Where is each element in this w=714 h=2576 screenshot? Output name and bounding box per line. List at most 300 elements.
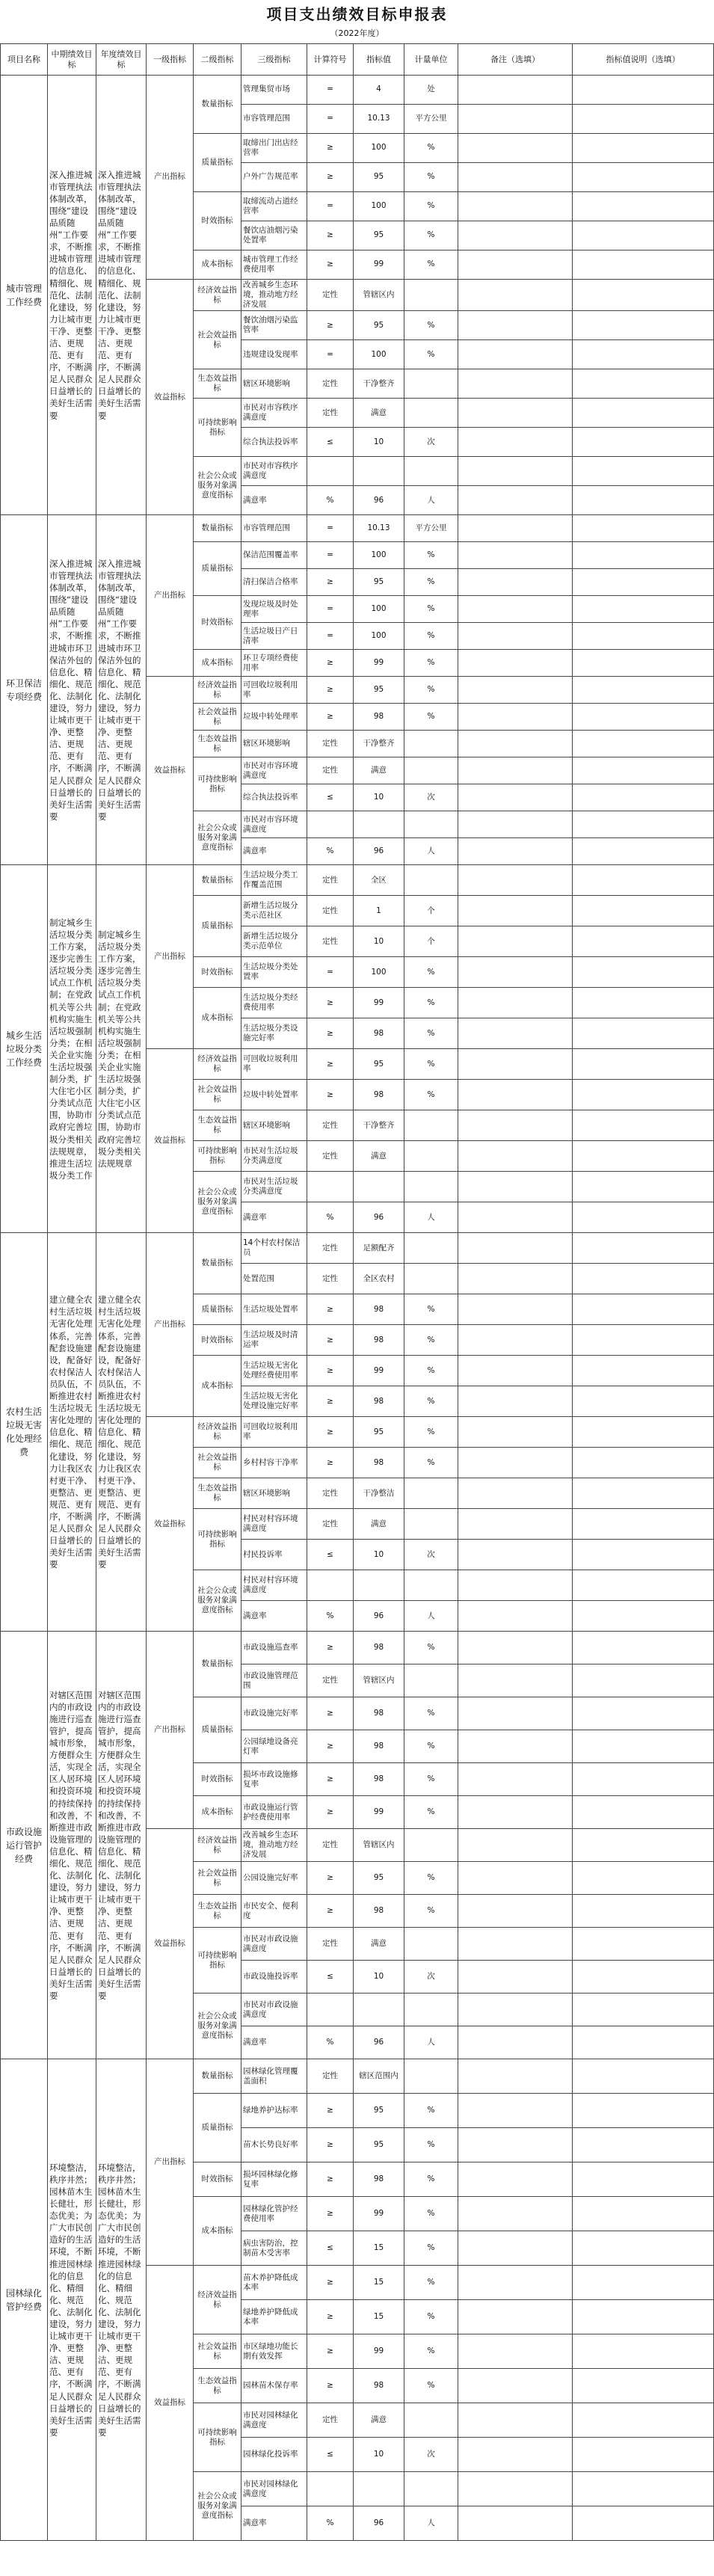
level2-indicator-cell: 社会公众或服务对象满意度指标 [194, 2472, 241, 2541]
level2-indicator-cell: 经济效益指标 [194, 1417, 241, 1448]
level2-indicator-cell: 生态效益指标 [194, 1895, 241, 1928]
remark-cell [458, 1730, 573, 1763]
level3-indicator-cell: 市容管理范围 [241, 515, 307, 542]
level3-indicator-cell: 苗木养护降低成本率 [241, 2266, 307, 2300]
remark-cell [458, 1356, 573, 1386]
operator-cell: 定性 [307, 1478, 354, 1509]
header-mid-goal: 中期绩效目标 [48, 44, 96, 76]
remark-cell [458, 1172, 573, 1202]
operator-cell: 定性 [307, 1110, 354, 1141]
target-value-cell: 100 [354, 957, 404, 988]
operator-cell: ≥ [307, 1294, 354, 1325]
value-note-cell [573, 1697, 714, 1730]
value-note-cell [573, 1294, 714, 1325]
target-value-cell: 98 [354, 704, 404, 731]
remark-cell [458, 731, 573, 757]
level3-indicator-cell: 市民对生活垃圾分类满意度 [241, 1172, 307, 1202]
level1-indicator-cell: 效益指标 [147, 677, 194, 865]
level3-indicator-cell: 取缔流动占道经营率 [241, 192, 307, 221]
value-note-cell [573, 757, 714, 784]
value-note-cell [573, 2128, 714, 2162]
value-note-cell [573, 76, 714, 105]
target-value-cell: 99 [354, 2197, 404, 2231]
level2-indicator-cell: 可持续影响指标 [194, 757, 241, 811]
value-note-cell [573, 1961, 714, 1994]
target-value-cell: 管辖区内 [354, 1829, 404, 1862]
operator-cell: ≤ [307, 428, 354, 457]
target-value-cell [354, 1570, 404, 1601]
operator-cell: ≤ [307, 2231, 354, 2266]
remark-cell [458, 1141, 573, 1172]
remark-cell [458, 163, 573, 192]
value-note-cell [573, 569, 714, 596]
operator-cell [307, 1570, 354, 1601]
unit-cell: % [404, 311, 458, 340]
unit-cell: % [404, 1763, 458, 1796]
remark-cell [458, 838, 573, 865]
operator-cell: ≥ [307, 2197, 354, 2231]
level2-indicator-cell: 数量指标 [194, 865, 241, 896]
level3-indicator-cell: 园林绿化管理覆盖面积 [241, 2059, 307, 2094]
unit-cell: 次 [404, 428, 458, 457]
target-value-cell: 10 [354, 926, 404, 957]
unit-cell [404, 2403, 458, 2438]
target-value-cell: 10 [354, 1961, 404, 1994]
level3-indicator-cell: 市民对生活垃圾分类满意度 [241, 1141, 307, 1172]
operator-cell: ≤ [307, 784, 354, 811]
target-value-cell: 96 [354, 838, 404, 865]
operator-cell: 定性 [307, 865, 354, 896]
level2-indicator-cell: 数量指标 [194, 2059, 241, 2094]
level3-indicator-cell: 可回收垃圾利用率 [241, 677, 307, 704]
target-value-cell: 10 [354, 428, 404, 457]
level2-indicator-cell: 数量指标 [194, 1632, 241, 1697]
annual-goal-cell: 对辖区范围内的市政设施进行巡查管护，提高城市形象，方便群众生活，实现全区人居环境和投资环境的持续保持和改善，不断推进市政设施管理的信息化、精细化、规范化、法制化建设，努力让城市更干净、更整洁、更规范、更有序，不断满足人民群众日益增长的美好生活需要 [96, 1632, 147, 2059]
level3-indicator-cell: 综合执法投诉率 [241, 784, 307, 811]
target-value-cell: 10 [354, 1540, 404, 1570]
value-note-cell [573, 2266, 714, 2300]
level3-indicator-cell: 市民对园林绿化满意度 [241, 2403, 307, 2438]
target-value-cell: 98 [354, 1386, 404, 1417]
value-note-cell [573, 1202, 714, 1233]
level3-indicator-cell: 清扫保洁合格率 [241, 569, 307, 596]
unit-cell: 处 [404, 76, 458, 105]
target-value-cell: 管辖区内 [354, 280, 404, 311]
level2-indicator-cell: 时效指标 [194, 192, 241, 250]
target-value-cell: 全区农村 [354, 1264, 404, 1294]
level3-indicator-cell: 满意率 [241, 1601, 307, 1632]
unit-cell [404, 280, 458, 311]
target-value-cell: 98 [354, 2369, 404, 2403]
header-row [1, 44, 714, 76]
indicator-row [1, 76, 714, 105]
target-value-cell: 96 [354, 1202, 404, 1233]
level3-indicator-cell: 园林绿化管护经费使用率 [241, 2197, 307, 2231]
operator-cell: 定性 [307, 280, 354, 311]
level3-indicator-cell: 改善城乡生态环境，推动地方经济发展 [241, 280, 307, 311]
value-note-cell [573, 2438, 714, 2472]
indicator-row [1, 515, 714, 542]
level1-indicator-cell: 产出指标 [147, 515, 194, 677]
level2-indicator-cell: 成本指标 [194, 1356, 241, 1417]
level3-indicator-cell: 满意率 [241, 838, 307, 865]
level3-indicator-cell: 管理集贸市场 [241, 76, 307, 105]
operator-cell: ≤ [307, 1961, 354, 1994]
level3-indicator-cell: 病虫害防治，控制苗木受害率 [241, 2231, 307, 2266]
remark-cell [458, 1763, 573, 1796]
level3-indicator-cell: 辖区环境影响 [241, 369, 307, 399]
remark-cell [458, 784, 573, 811]
unit-cell: 个 [404, 926, 458, 957]
value-note-cell [573, 1325, 714, 1356]
level2-indicator-cell: 经济效益指标 [194, 677, 241, 704]
operator-cell: ≥ [307, 1448, 354, 1478]
value-note-cell [573, 2369, 714, 2403]
remark-cell [458, 957, 573, 988]
unit-cell: 平方公里 [404, 515, 458, 542]
remark-cell [458, 623, 573, 650]
target-value-cell: 100 [354, 134, 404, 163]
value-note-cell [573, 865, 714, 896]
operator-cell: ≥ [307, 311, 354, 340]
value-note-cell [573, 2026, 714, 2059]
indicator-row [1, 2059, 714, 2094]
header-remark: 备注（选填） [458, 44, 573, 76]
level3-indicator-cell: 市政设施投诉率 [241, 1961, 307, 1994]
operator-cell: ≥ [307, 1796, 354, 1829]
project-name-cell: 农村生活垃圾无害化处理经费 [1, 1233, 48, 1632]
remark-cell [458, 1664, 573, 1697]
level2-indicator-cell: 数量指标 [194, 515, 241, 542]
unit-cell: % [404, 650, 458, 677]
operator-cell: ≥ [307, 1325, 354, 1356]
target-value-cell: 10.13 [354, 515, 404, 542]
value-note-cell [573, 677, 714, 704]
remark-cell [458, 1895, 573, 1928]
unit-cell: % [404, 250, 458, 280]
level2-indicator-cell: 时效指标 [194, 1325, 241, 1356]
remark-cell [458, 1478, 573, 1509]
value-note-cell [573, 1994, 714, 2026]
level3-indicator-cell: 市容管理范围 [241, 105, 307, 134]
target-value-cell: 98 [354, 2162, 404, 2197]
operator-cell: 定性 [307, 1829, 354, 1862]
value-note-cell [573, 2094, 714, 2128]
remark-cell [458, 2334, 573, 2369]
operator-cell: 定性 [307, 399, 354, 428]
operator-cell: 定性 [307, 1141, 354, 1172]
operator-cell [307, 1172, 354, 1202]
operator-cell: % [307, 2506, 354, 2541]
level2-indicator-cell: 成本指标 [194, 250, 241, 280]
level2-indicator-cell: 社会效益指标 [194, 2334, 241, 2369]
unit-cell [404, 1570, 458, 1601]
target-value-cell: 15 [354, 2231, 404, 2266]
target-value-cell: 辖区范围内 [354, 2059, 404, 2094]
remark-cell [458, 704, 573, 731]
target-value-cell: 95 [354, 221, 404, 250]
level2-indicator-cell: 质量指标 [194, 1697, 241, 1763]
value-note-cell [573, 457, 714, 486]
operator-cell: ≥ [307, 1049, 354, 1080]
unit-cell [404, 2472, 458, 2506]
target-value-cell: 95 [354, 163, 404, 192]
target-value-cell: 99 [354, 250, 404, 280]
unit-cell: % [404, 569, 458, 596]
operator-cell: 定性 [307, 1928, 354, 1961]
remark-cell [458, 2438, 573, 2472]
remark-cell [458, 369, 573, 399]
remark-cell [458, 1294, 573, 1325]
operator-cell: ≥ [307, 221, 354, 250]
operator-cell: ≥ [307, 2334, 354, 2369]
level3-indicator-cell: 乡村村容干净率 [241, 1448, 307, 1478]
operator-cell: ≥ [307, 677, 354, 704]
level2-indicator-cell: 成本指标 [194, 650, 241, 677]
remark-cell [458, 105, 573, 134]
remark-cell [458, 2162, 573, 2197]
level2-indicator-cell: 经济效益指标 [194, 1829, 241, 1862]
operator-cell: 定性 [307, 926, 354, 957]
target-value-cell: 1 [354, 896, 404, 926]
operator-cell: ≥ [307, 1632, 354, 1664]
value-note-cell [573, 1509, 714, 1540]
level2-indicator-cell: 社会效益指标 [194, 1448, 241, 1478]
unit-cell: % [404, 988, 458, 1018]
level3-indicator-cell: 园林绿化投诉率 [241, 2438, 307, 2472]
unit-cell: 人 [404, 2026, 458, 2059]
operator-cell: 定性 [307, 1233, 354, 1264]
level2-indicator-cell: 社会效益指标 [194, 311, 241, 369]
level3-indicator-cell: 市民对市容秩序满意度 [241, 457, 307, 486]
operator-cell: ≥ [307, 2369, 354, 2403]
target-value-cell: 98 [354, 1697, 404, 1730]
value-note-cell [573, 1796, 714, 1829]
unit-cell: % [404, 596, 458, 623]
target-value-cell [354, 1172, 404, 1202]
level3-indicator-cell: 发现垃圾及时处理率 [241, 596, 307, 623]
remark-cell [458, 896, 573, 926]
value-note-cell [573, 134, 714, 163]
unit-cell: % [404, 1862, 458, 1895]
target-value-cell: 满意 [354, 1509, 404, 1540]
operator-cell: ≥ [307, 988, 354, 1018]
level3-indicator-cell: 满意率 [241, 1202, 307, 1233]
level1-indicator-cell: 产出指标 [147, 76, 194, 280]
level2-indicator-cell: 社会效益指标 [194, 1862, 241, 1895]
unit-cell: 次 [404, 1961, 458, 1994]
target-value-cell: 99 [354, 1796, 404, 1829]
annual-goal-cell: 制定城乡生活垃圾分类工作方案，逐步完善生活垃圾分类试点工作机制；在党政机关等公共机构实施生活垃圾强制分类；在相关企业实施生活垃圾强制分类，扩大住宅小区分类试点范围，协助市政府完善垃圾分类相关法规规章 [96, 865, 147, 1233]
target-value-cell: 干净整齐 [354, 369, 404, 399]
value-note-cell [573, 1895, 714, 1928]
unit-cell: % [404, 1730, 458, 1763]
unit-cell: % [404, 1448, 458, 1478]
value-note-cell [573, 2334, 714, 2369]
level3-indicator-cell: 市民对园林绿化满意度 [241, 2472, 307, 2506]
level2-indicator-cell: 可持续影响指标 [194, 1928, 241, 1994]
value-note-cell [573, 428, 714, 457]
header-annual-goal: 年度绩效目标 [96, 44, 147, 76]
level3-indicator-cell: 违规建设发现率 [241, 340, 307, 369]
value-note-cell [573, 2059, 714, 2094]
remark-cell [458, 134, 573, 163]
level2-indicator-cell: 成本指标 [194, 1796, 241, 1829]
remark-cell [458, 757, 573, 784]
level2-indicator-cell: 质量指标 [194, 896, 241, 957]
unit-cell [404, 1509, 458, 1540]
unit-cell: % [404, 1356, 458, 1386]
unit-cell [404, 811, 458, 838]
operator-cell: % [307, 838, 354, 865]
remark-cell [458, 1233, 573, 1264]
unit-cell: % [404, 192, 458, 221]
level3-indicator-cell: 保洁范围覆盖率 [241, 542, 307, 569]
level3-indicator-cell: 村民对村容环境满意度 [241, 1570, 307, 1601]
operator-cell: ≥ [307, 1730, 354, 1763]
value-note-cell [573, 340, 714, 369]
target-value-cell [354, 2472, 404, 2506]
target-value-cell: 98 [354, 1080, 404, 1110]
value-note-cell [573, 1264, 714, 1294]
unit-cell: % [404, 2300, 458, 2334]
operator-cell: ≥ [307, 1862, 354, 1895]
unit-cell [404, 1110, 458, 1141]
value-note-cell [573, 1172, 714, 1202]
level2-indicator-cell: 数量指标 [194, 76, 241, 134]
level2-indicator-cell: 社会公众或服务对象满意度指标 [194, 457, 241, 515]
remark-cell [458, 2094, 573, 2128]
project-name-cell: 城乡生活垃圾分类工作经费 [1, 865, 48, 1233]
operator-cell [307, 811, 354, 838]
value-note-cell [573, 896, 714, 926]
header-target-value: 指标值 [354, 44, 404, 76]
indicator-row [1, 1233, 714, 1264]
remark-cell [458, 340, 573, 369]
target-value-cell: 99 [354, 988, 404, 1018]
operator-cell: 定性 [307, 2403, 354, 2438]
value-note-cell [573, 1478, 714, 1509]
mid-goal-cell: 深入推进城市管理执法体制改革，围绕“建设品质随州”工作要求，不断推进城市管理的信息化、精细化、规范化、法制化建设，努力让城市更干净、更整洁、更规范、更有序，不断满足人民群众日益增长的美好生活需要 [48, 76, 96, 515]
remark-cell [458, 1961, 573, 1994]
mid-goal-cell: 制定城乡生活垃圾分类工作方案，逐步完善生活垃圾分类试点工作机制；在党政机关等公共机构实施生活垃圾强制分类；在相关企业实施生活垃圾强制分类，扩大住宅小区分类试点范围，协助市政府完善垃圾分类相关法规规章，推进生活垃圾分类工作 [48, 865, 96, 1233]
target-value-cell: 干净整齐 [354, 731, 404, 757]
target-value-cell: 10 [354, 2438, 404, 2472]
remark-cell [458, 280, 573, 311]
remark-cell [458, 1862, 573, 1895]
level3-indicator-cell: 垃圾中转处置率 [241, 1080, 307, 1110]
remark-cell [458, 515, 573, 542]
value-note-cell [573, 2231, 714, 2266]
remark-cell [458, 1994, 573, 2026]
target-value-cell: 100 [354, 596, 404, 623]
operator-cell: = [307, 192, 354, 221]
value-note-cell [573, 596, 714, 623]
target-value-cell: 96 [354, 2506, 404, 2541]
level2-indicator-cell: 可持续影响指标 [194, 1509, 241, 1570]
remark-cell [458, 1202, 573, 1233]
level3-indicator-cell: 村民投诉率 [241, 1540, 307, 1570]
unit-cell [404, 1141, 458, 1172]
target-value-cell: 98 [354, 1018, 404, 1049]
level3-indicator-cell: 满意率 [241, 2026, 307, 2059]
unit-cell: % [404, 2197, 458, 2231]
level3-indicator-cell: 公园绿地设备亮灯率 [241, 1730, 307, 1763]
operator-cell [307, 1994, 354, 2026]
target-value-cell: 99 [354, 2334, 404, 2369]
remark-cell [458, 2506, 573, 2541]
level3-indicator-cell: 处置范围 [241, 1264, 307, 1294]
level2-indicator-cell: 可持续影响指标 [194, 1141, 241, 1172]
remark-cell [458, 1049, 573, 1080]
operator-cell: = [307, 623, 354, 650]
remark-cell [458, 926, 573, 957]
level3-indicator-cell: 市民对市政设施满意度 [241, 1928, 307, 1961]
level2-indicator-cell: 质量指标 [194, 1294, 241, 1325]
level2-indicator-cell: 社会公众或服务对象满意度指标 [194, 1570, 241, 1632]
value-note-cell [573, 221, 714, 250]
level1-indicator-cell: 效益指标 [147, 2266, 194, 2541]
unit-cell [404, 865, 458, 896]
level3-indicator-cell: 生活垃圾分类工作覆盖范围 [241, 865, 307, 896]
level3-indicator-cell: 新增生活垃圾分类示范社区 [241, 896, 307, 926]
operator-cell: = [307, 542, 354, 569]
operator-cell: ≥ [307, 1080, 354, 1110]
unit-cell: % [404, 1796, 458, 1829]
remark-cell [458, 1632, 573, 1664]
value-note-cell [573, 1356, 714, 1386]
target-value-cell: 95 [354, 677, 404, 704]
level3-indicator-cell: 市政设施完好率 [241, 1697, 307, 1730]
target-value-cell: 全区 [354, 865, 404, 896]
level3-indicator-cell: 市民安全、便利度 [241, 1895, 307, 1928]
level1-indicator-cell: 效益指标 [147, 1049, 194, 1233]
remark-cell [458, 2231, 573, 2266]
unit-cell [404, 399, 458, 428]
indicator-row [1, 1632, 714, 1664]
value-note-cell [573, 1829, 714, 1862]
value-note-cell [573, 2162, 714, 2197]
level3-indicator-cell: 绿地养护降低成本率 [241, 2300, 307, 2334]
value-note-cell [573, 369, 714, 399]
operator-cell: 定性 [307, 1509, 354, 1540]
level2-indicator-cell: 成本指标 [194, 988, 241, 1049]
level3-indicator-cell: 辖区环境影响 [241, 1110, 307, 1141]
operator-cell: ≥ [307, 569, 354, 596]
value-note-cell [573, 2300, 714, 2334]
level3-indicator-cell: 生活垃圾分类处置率 [241, 957, 307, 988]
value-note-cell [573, 163, 714, 192]
operator-cell: ≥ [307, 650, 354, 677]
annual-goal-cell: 环境整洁，秩序井然；园林苗木生长健壮，形态优美；为广大市民创造好的生活环境，不断推进园林绿化的信息化、精细化、规范化、法制化建设，努力让城市更干净、更整洁、更规范、更有序，不断满足人民群众日益增长的美好生活需要 [96, 2059, 147, 2541]
target-value-cell: 96 [354, 1601, 404, 1632]
operator-cell: ≥ [307, 2128, 354, 2162]
remark-cell [458, 311, 573, 340]
unit-cell: 人 [404, 838, 458, 865]
target-value-cell: 95 [354, 2094, 404, 2128]
level2-indicator-cell: 成本指标 [194, 2197, 241, 2266]
value-note-cell [573, 1018, 714, 1049]
value-note-cell [573, 811, 714, 838]
level3-indicator-cell: 生活垃圾处置率 [241, 1294, 307, 1325]
annual-goal-cell: 深入推进城市管理执法体制改革，围绕“建设品质随州”工作要求，不断推进城市环卫保洁外包的信息化、精细化、规范化、法制化建设，努力让城市更干净、更整洁、更规范、更有序，不断满足人民群众日益增长的美好生活需要 [96, 515, 147, 865]
level3-indicator-cell: 可回收垃圾利用率 [241, 1417, 307, 1448]
level2-indicator-cell: 经济效益指标 [194, 280, 241, 311]
level3-indicator-cell: 综合执法投诉率 [241, 428, 307, 457]
level2-indicator-cell: 质量指标 [194, 134, 241, 192]
value-note-cell [573, 731, 714, 757]
operator-cell [307, 457, 354, 486]
